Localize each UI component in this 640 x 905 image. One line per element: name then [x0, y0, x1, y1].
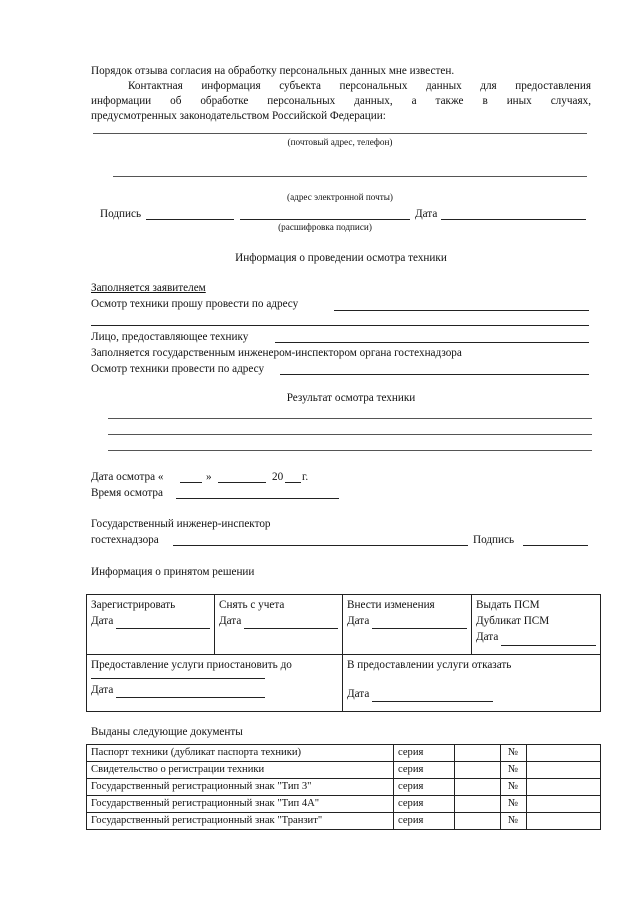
- inspector-title-line1: Государственный инженер-инспектор: [91, 518, 271, 530]
- date-label: Дата: [415, 208, 438, 220]
- changes-date-field[interactable]: [372, 617, 467, 629]
- inspector-title-line2: гостехнадзора: [91, 534, 159, 546]
- series-field[interactable]: [455, 796, 501, 813]
- inspector-signature-field[interactable]: [523, 545, 588, 546]
- series-field[interactable]: [455, 813, 501, 830]
- decision-refuse-cell[interactable]: [343, 655, 601, 712]
- result-title: Результат осмотра техники: [286, 392, 416, 404]
- decision-suspend-cell[interactable]: [87, 655, 343, 712]
- document-row: [87, 745, 601, 762]
- consent-revocation-text: Порядок отзыва согласия на обработку персональных данных мне известен.: [91, 65, 455, 77]
- decision-deregister-cell[interactable]: [215, 595, 343, 655]
- inspection-day-field[interactable]: [180, 482, 202, 483]
- suspend-until-field[interactable]: [91, 678, 265, 679]
- email-caption: (адрес электронной почты): [287, 192, 393, 202]
- document-row: [87, 762, 601, 779]
- number-label: №: [501, 813, 527, 830]
- email-field[interactable]: [113, 176, 587, 177]
- date-quote-close: »: [206, 471, 212, 483]
- signature-decode-field[interactable]: [240, 219, 410, 220]
- contact-info-line2: информации об обработке персональных данных, а также в иных случаях,: [91, 95, 591, 107]
- inspector-heading: Заполняется государственным инженером-инспектором органа гостехнадзора: [91, 347, 462, 359]
- inspector-name-field[interactable]: [173, 545, 468, 546]
- decision-register-cell[interactable]: [87, 595, 215, 655]
- series-field[interactable]: [455, 762, 501, 779]
- document-name: Свидетельство о регистрации техники: [87, 762, 394, 779]
- number-field[interactable]: [527, 796, 601, 813]
- applicant-heading: Заполняется заявителем: [91, 282, 206, 294]
- changes-option: Внести изменения: [347, 599, 435, 611]
- inspection-address-request-label: Осмотр техники прошу провести по адресу: [91, 298, 299, 310]
- decision-changes-cell[interactable]: [343, 595, 472, 655]
- result-line-3[interactable]: [108, 450, 592, 451]
- number-label: №: [501, 745, 527, 762]
- documents-title: Выданы следующие документы: [91, 726, 243, 738]
- presenter-label: Лицо, предоставляющее технику: [91, 331, 249, 343]
- decision-title: Информация о принятом решении: [91, 566, 255, 578]
- changes-date-label: Дата: [347, 615, 370, 628]
- series-field[interactable]: [455, 779, 501, 796]
- number-label: №: [501, 762, 527, 779]
- psm-date-label: Дата: [476, 631, 499, 644]
- series-label: серия: [394, 779, 455, 796]
- deregister-option: Снять с учета: [219, 599, 285, 611]
- inspection-address-field-2[interactable]: [91, 325, 589, 326]
- number-field[interactable]: [527, 779, 601, 796]
- number-label: №: [501, 779, 527, 796]
- series-label: серия: [394, 813, 455, 830]
- number-field[interactable]: [527, 762, 601, 779]
- decision-table: [86, 594, 601, 712]
- result-line-1[interactable]: [108, 418, 592, 419]
- date-field[interactable]: [441, 219, 586, 220]
- series-field[interactable]: [455, 745, 501, 762]
- document-name: Государственный регистрационный знак "Тип 4А": [87, 796, 394, 813]
- series-label: серия: [394, 762, 455, 779]
- psm-date-field[interactable]: [501, 634, 596, 646]
- inspection-address-do-label: Осмотр техники провести по адресу: [91, 363, 265, 375]
- series-label: серия: [394, 745, 455, 762]
- refuse-option: В предоставлении услуги отказать: [347, 659, 512, 671]
- refuse-date-label: Дата: [347, 688, 370, 701]
- document-name: Государственный регистрационный знак "Тип 3": [87, 779, 394, 796]
- document-row: [87, 813, 601, 830]
- year-suffix: г.: [302, 471, 309, 483]
- deregister-date-label: Дата: [219, 615, 242, 628]
- postal-address-caption: (почтовый адрес, телефон): [287, 137, 393, 147]
- suspend-date-field[interactable]: [116, 686, 265, 698]
- register-date-field[interactable]: [116, 617, 210, 629]
- postal-address-field[interactable]: [93, 133, 587, 134]
- inspection-time-label: Время осмотра: [91, 487, 163, 499]
- signature-label: Подпись: [100, 208, 142, 220]
- year-prefix: 20: [272, 471, 284, 483]
- document-row: [87, 779, 601, 796]
- documents-table: [86, 744, 601, 830]
- inspector-signature-label: Подпись: [473, 534, 515, 546]
- series-label: серия: [394, 796, 455, 813]
- suspend-option: Предоставление услуги приостановить до: [91, 659, 292, 671]
- issue-psm-option: Выдать ПСМ: [476, 599, 540, 611]
- document-row: [87, 796, 601, 813]
- inspection-date-label: Дата осмотра «: [91, 471, 164, 483]
- contact-info-line3: предусмотренных законодательством Российской Федерации:: [91, 110, 386, 122]
- document-name: Государственный регистрационный знак "Транзит": [87, 813, 394, 830]
- inspection-year-field[interactable]: [285, 482, 301, 483]
- duplicate-psm-option: Дубликат ПСМ: [476, 615, 550, 628]
- document-name: Паспорт техники (дубликат паспорта техники): [87, 745, 394, 762]
- signature-decode-caption: (расшифровка подписи): [278, 222, 372, 232]
- presenter-field[interactable]: [275, 342, 589, 343]
- register-option: Зарегистрировать: [91, 599, 176, 611]
- number-label: №: [501, 796, 527, 813]
- signature-field[interactable]: [146, 219, 234, 220]
- refuse-date-field[interactable]: [372, 690, 493, 702]
- register-date-label: Дата: [91, 615, 114, 628]
- number-field[interactable]: [527, 745, 601, 762]
- inspection-month-field[interactable]: [218, 482, 266, 483]
- deregister-date-field[interactable]: [244, 617, 338, 629]
- inspection-address-field[interactable]: [334, 310, 589, 311]
- inspection-title: Информация о проведении осмотра техники: [235, 252, 447, 264]
- suspend-date-label: Дата: [91, 684, 114, 697]
- result-line-2[interactable]: [108, 434, 592, 435]
- decision-psm-cell[interactable]: [472, 595, 601, 655]
- contact-info-line1: Контактная информация субъекта персональных данных для предоставления: [128, 80, 591, 92]
- inspection-address-do-field[interactable]: [280, 374, 589, 375]
- number-field[interactable]: [527, 813, 601, 830]
- inspection-time-field[interactable]: [176, 498, 339, 499]
